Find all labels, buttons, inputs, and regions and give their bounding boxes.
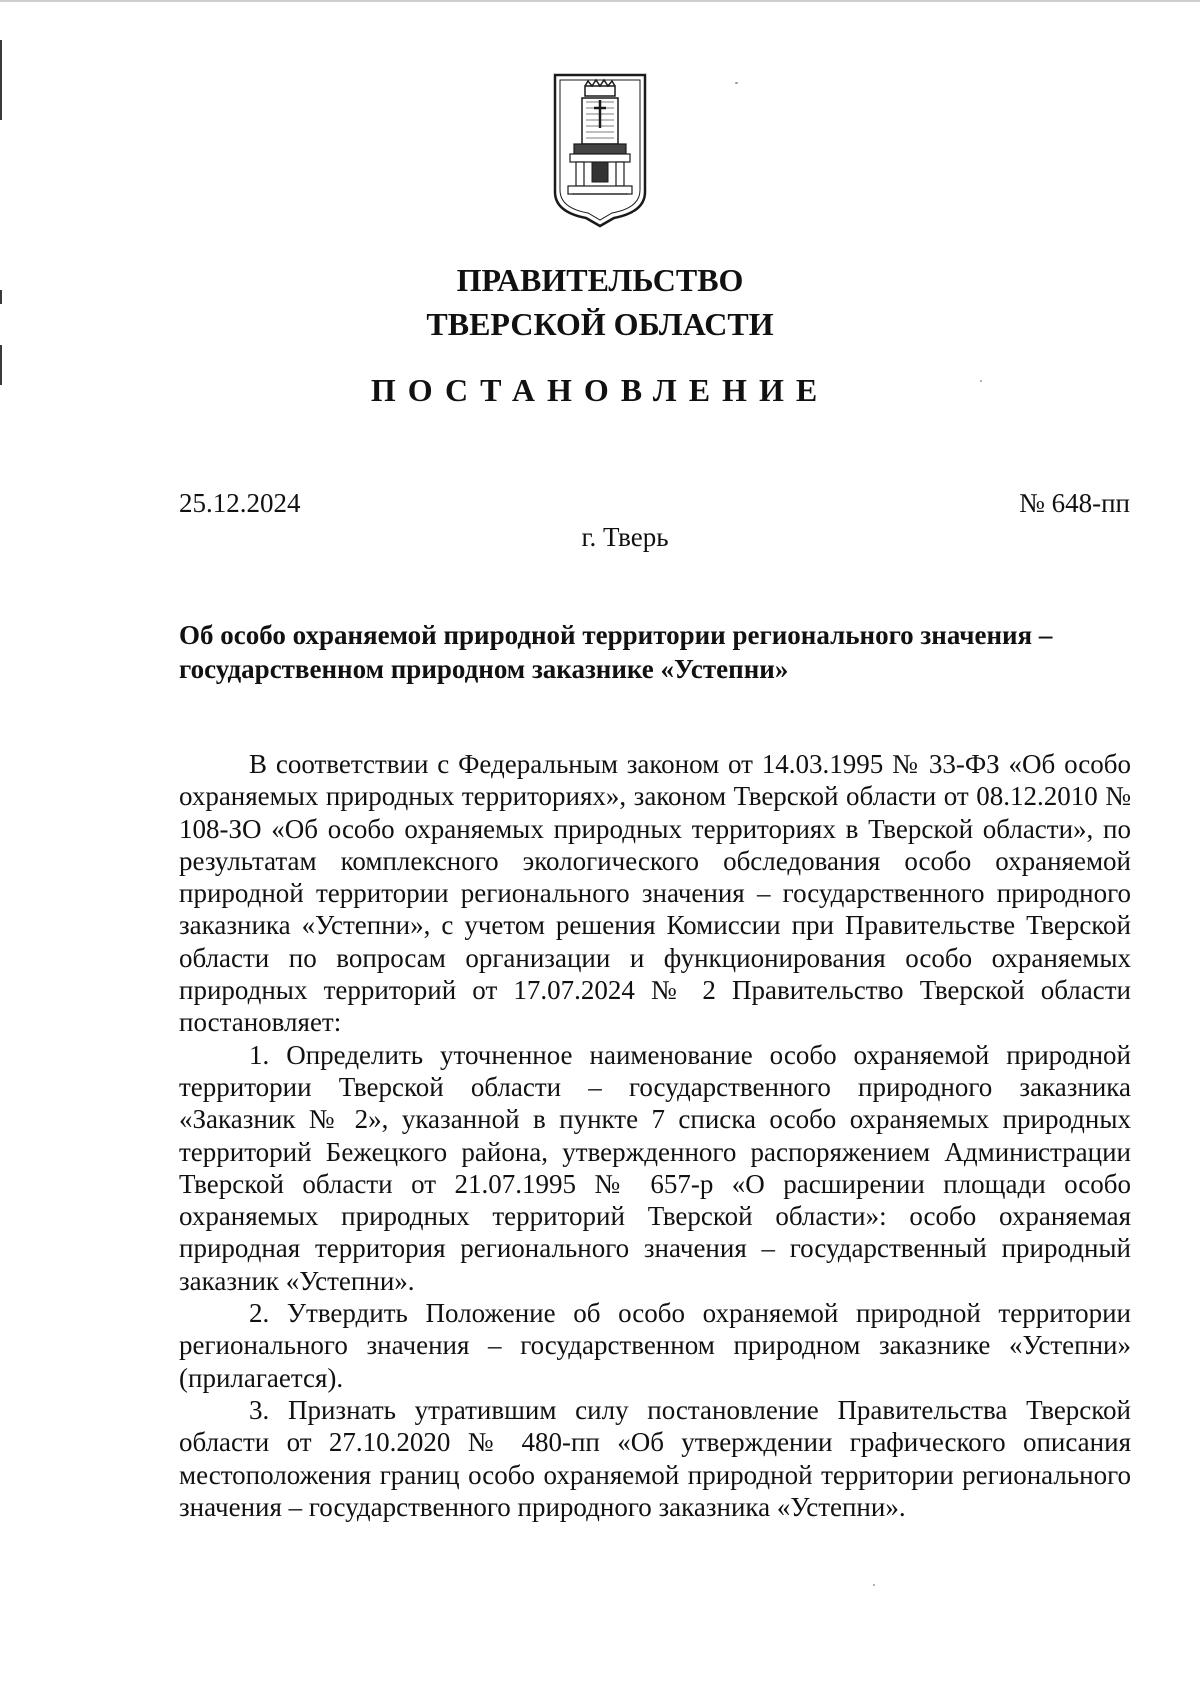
document-type-label: ПОСТАНОВЛЕНИЕ (370, 372, 830, 408)
scan-edge (0, 0, 1200, 2)
body-paragraph-item-2: 2. Утвердить Положение об особо охраняемой природной территории регионального значения – государственном природном заказнике «Устепни» (прилагается). (179, 1298, 1131, 1393)
scan-speck (980, 380, 982, 382)
organization-title (0, 258, 1200, 346)
document-date: 25.12.2024 (179, 488, 301, 518)
document-city: г. Тверь (581, 522, 669, 552)
document-number: № 648-пп (1019, 488, 1130, 518)
document-body (179, 748, 1131, 1523)
scan-speck (873, 1584, 875, 1586)
body-paragraph-item-3: 3. Признать утратившим силу постановление Правительства Тверской области от 27.10.2020 № 480-пп «Об утверждении графического описания местоположения границ особо охраняемой природной территории регионального значения – государственного природного заказника «Устепни». (179, 1394, 1131, 1522)
body-paragraph-preamble: В соответствии с Федеральным законом от 14.03.1995 № 33-ФЗ «Об особо охраняемых природных территориях», законом Тверской области от 08.12.2010 № 108-ЗО «Об особо охраняемых природных территориях в Тверской области», по результатам комплексного экологического обследования особо охраняемой природной территории регионального значения – государственного природного заказника «Устепни», с учетом решения Комиссии при Правительстве Тверской области по вопросам организации и функционирования особо охраняемых природных территорий от 17.07.2024 № 2 Правительство Тверской области постановляет: (179, 749, 1131, 1038)
coat-of-arms-icon (552, 72, 648, 228)
scan-mark (0, 40, 2, 120)
organization-title-line2: ТВЕРСКОЙ ОБЛАСТИ (426, 306, 774, 342)
document-type-title (0, 370, 1200, 410)
organization-title-line1: ПРАВИТЕЛЬСТВО (456, 262, 744, 298)
document-subject: Об особо охраняемой природной территории регионального значения – государственном природном заказнике «Устепни» (179, 620, 1053, 684)
scan-speck (735, 82, 738, 84)
body-paragraph-item-1: 1. Определить уточненное наименование особо охраняемой природной территории Тверской области – государственного природного заказника «Заказник № 2», указанной в пункте 7 списка особо охраняемых природных территорий Бежецкого района, утвержденного распоряжением Администрации Тверской области от 21.07.1995 № 657-р «О расширении площади особо охраняемых природных территорий Тверской области»: особо охраняемая природная территория регионального значения – государственный природный заказник «Устепни». (179, 1039, 1131, 1296)
